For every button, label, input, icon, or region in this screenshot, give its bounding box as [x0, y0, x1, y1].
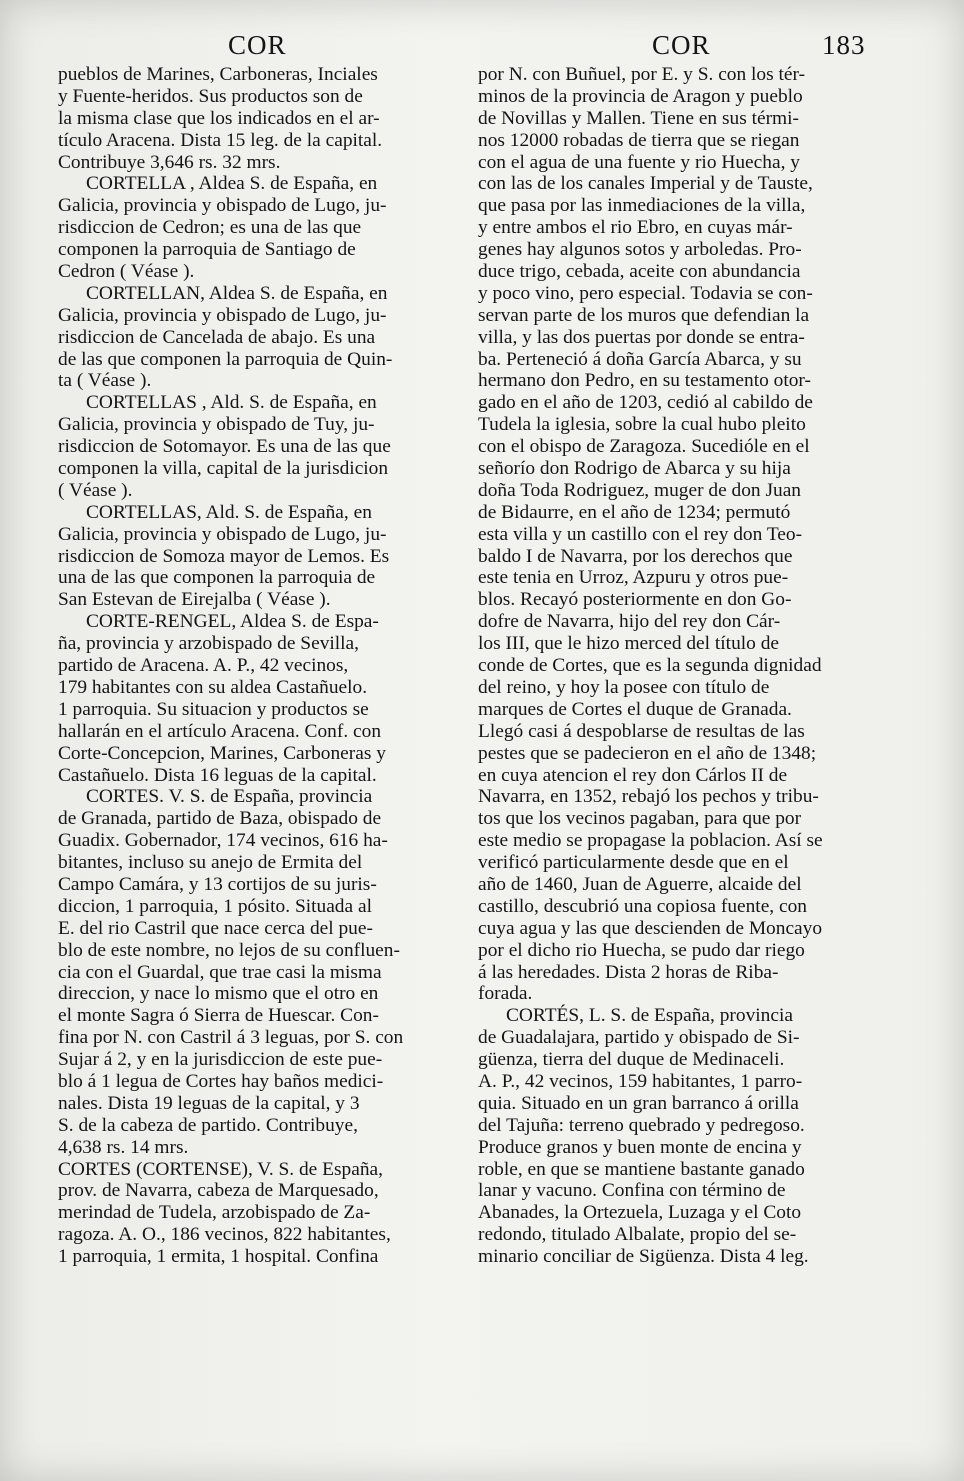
entry-heading-line: CORTELLAS , Ald. S. de España, en [86, 392, 377, 414]
text-line: direccion, y nace lo mismo que el otro en [58, 983, 379, 1005]
page-number: 183 [822, 30, 866, 60]
text-line: 1 parroquia. Su situacion y productos se [58, 698, 369, 720]
text-line: diccion, 1 parroquia, 1 pósito. Situada al [58, 895, 372, 917]
text-line: merindad de Tudela, arzobispado de Za- [58, 1202, 371, 1224]
text-line: Galicia, provincia y obispado de Lugo, ju- [58, 304, 387, 326]
text-line: CORTES (CORTENSE), V. S. de España, [58, 1158, 383, 1180]
text-line: pueblos de Marines, Carboneras, Inciales [58, 64, 378, 85]
text-line: quia. Situado en un gran barranco á orilla [478, 1092, 799, 1114]
text-line: ragoza. A. O., 186 vecinos, 822 habitantes, [58, 1224, 391, 1246]
text-line: una de las que componen la parroquia de [58, 567, 376, 589]
text-line: Corte-Concepcion, Marines, Carboneras y [58, 742, 386, 764]
text-line: de Novillas y Mallen. Tiene en sus térmi- [478, 107, 799, 129]
text-line: verificó particularmente desde que en el [478, 852, 789, 874]
text-line: nos 12000 robadas de tierra que se riegan [478, 129, 800, 151]
text-line: blos. Recayó posteriormente en don Go- [478, 589, 792, 611]
text-line: Navarra, en 1352, rebajó los pechos y tribu- [478, 786, 819, 808]
text-line: y entre ambos el rio Ebro, en cuyas már- [478, 217, 793, 239]
text-line: del reino, y hoy la posee con título de [478, 676, 770, 698]
text-line: en cuya atencion el rey don Cárlos II de [478, 764, 788, 786]
text-line: con el agua de una fuente y rio Huecha, y [478, 151, 800, 173]
header-left-title: COR [228, 30, 287, 60]
text-line: el monte Sagra ó Sierra de Huescar. Con- [58, 1005, 379, 1027]
running-header [0, 30, 964, 64]
text-line: villa, y las dos puertas por donde se entra- [478, 326, 805, 348]
text-line: cia con el Guardal, que trae casi la misma [58, 961, 382, 983]
text-line: risdiccion de Sotomayor. Es una de las que [58, 436, 391, 458]
text-line: A. P., 42 vecinos, 159 habitantes, 1 parro- [478, 1070, 803, 1092]
text-line: güenza, tierra del duque de Medinaceli. [478, 1049, 785, 1071]
text-line: hermano don Pedro, en su testamento otor- [478, 370, 811, 392]
text-line: prov. de Navarra, cabeza de Marquesado, [58, 1180, 379, 1202]
text-line: genes hay algunos sotos y arboledas. Pro- [478, 239, 802, 261]
text-line: Sujar á 2, y en la jurisdiccion de este pue- [58, 1049, 383, 1071]
text-line: partido de Aracena. A. P., 42 vecinos, [58, 655, 349, 677]
text-line: hallarán en el artículo Aracena. Conf. con [58, 720, 382, 742]
text-line: Contribuye 3,646 rs. 32 mrs. [58, 151, 281, 173]
text-line: minos de la provincia de Aragon y pueblo [478, 85, 803, 107]
text-line: San Estevan de Eirejalba ( Véase ). [58, 589, 331, 611]
text-line: risdiccion de Somoza mayor de Lemos. Es [58, 545, 390, 567]
text-line: este tenia en Urroz, Azpuru y otros pue- [478, 567, 789, 589]
text-line: S. de la cabeza de partido. Contribuye, [58, 1114, 358, 1136]
text-line: Abanades, la Ortezuela, Luzaga y el Coto [478, 1202, 802, 1224]
text-line: forada. [478, 983, 533, 1005]
text-line: este medio se propagase la poblacion. Así se [478, 830, 823, 852]
text-line: Guadix. Gobernador, 174 vecinos, 616 ha- [58, 830, 388, 852]
text-line: lanar y vacuno. Confina con término de [478, 1180, 786, 1202]
text-line: con el obispo de Zaragoza. Sucedióle en el [478, 436, 810, 458]
text-line: que pasa por las inmediaciones de la villa, [478, 195, 806, 217]
text-line: 1 parroquia, 1 ermita, 1 hospital. Confina [58, 1246, 379, 1268]
text-line: Campo Camára, y 13 cortijos de su juris- [58, 873, 377, 895]
text-line: señorío don Rodrigo de Abarca y su hija [478, 458, 791, 480]
text-line: ña, provincia y arzobispado de Sevilla, [58, 633, 359, 655]
text-line: nales. Dista 19 leguas de la capital, y 3 [58, 1092, 360, 1114]
entry-heading-line: CORTELLA , Aldea S. de España, en [86, 173, 378, 195]
entry-heading-line: CORTELLAN, Aldea S. de España, en [86, 282, 388, 304]
text-line: servan parte de los muros que defendian la [478, 304, 810, 326]
text-line: conde de Cortes, que es la segunda dignidad [478, 655, 822, 677]
header-right-title: COR [652, 30, 711, 60]
text-line: gado en el año de 1203, cedió al cabildo de [478, 392, 813, 414]
text-line: cuya agua y las que descienden de Moncayo [478, 917, 823, 939]
entry-heading-line: CORTE-RENGEL, Aldea S. de Espa- [86, 611, 379, 633]
text-line: Galicia, provincia y obispado de Tuy, ju- [58, 414, 375, 436]
entry-heading-line: CORTES. V. S. de España, provincia [86, 786, 373, 808]
text-line: componen la villa, capital de la jurisdicion [58, 458, 389, 480]
text-line: risdiccion de Cancelada de abajo. Es una [58, 326, 376, 348]
text-line: año de 1460, Juan de Aguerre, alcaide del [478, 873, 802, 895]
text-line: ta ( Véase ). [58, 370, 152, 392]
text-line: dofre de Navarra, hijo del rey don Cár- [478, 611, 781, 633]
text-line: pestes que se padecieron en el año de 1348; [478, 742, 817, 764]
text-line: componen la parroquia de Santiago de [58, 239, 356, 261]
text-line: por el dicho rio Huecha, se pudo dar riego [478, 939, 805, 961]
text-line: duce trigo, cebada, aceite con abundancia [478, 261, 801, 283]
text-line: esta villa y un castillo con el rey don Teo- [478, 523, 803, 545]
text-line: los III, que le hizo merced del título de [478, 633, 779, 655]
entry-heading-line: CORTELLAS, Ald. S. de España, en [86, 501, 372, 523]
text-line: redondo, titulado Albalate, propio del se- [478, 1224, 797, 1246]
text-line: del Tajuña: terreno quebrado y pedregoso. [478, 1114, 805, 1136]
text-line: 179 habitantes con su aldea Castañuelo. [58, 676, 368, 698]
text-line: de Guadalajara, partido y obispado de Si- [478, 1027, 800, 1049]
text-line: doña Toda Rodriguez, muger de don Juan [478, 479, 802, 501]
text-line: risdiccion de Cedron; es una de las que [58, 217, 362, 239]
text-line: Galicia, provincia y obispado de Lugo, ju- [58, 195, 387, 217]
text-line: Produce granos y buen monte de encina y [478, 1136, 802, 1158]
text-line: Galicia, provincia y obispado de Lugo, ju- [58, 523, 387, 545]
text-line: blo á 1 legua de Cortes hay baños medici- [58, 1070, 384, 1092]
text-line: con las de los canales Imperial y de Tauste, [478, 173, 813, 195]
text-line: minario conciliar de Sigüenza. Dista 4 leg. [478, 1246, 809, 1268]
text-line: bitantes, incluso su anejo de Ermita del [58, 852, 363, 874]
text-line: baldo I de Navarra, por los derechos que [478, 545, 793, 567]
text-line: fina por N. con Castril á 3 leguas, por S. con [58, 1027, 404, 1049]
text-line: de las que componen la parroquia de Quin- [58, 348, 393, 370]
text-line: 4,638 rs. 14 mrs. [58, 1136, 189, 1158]
text-line: y poco vino, pero especial. Todavia se con- [478, 282, 813, 304]
text-line: Llegó casi á despoblarse de resultas de las [478, 720, 805, 742]
entry-heading-line: CORTÉS, L. S. de España, provincia [506, 1005, 793, 1027]
text-line: de Granada, partido de Baza, obispado de [58, 808, 382, 830]
text-line: blo de este nombre, no lejos de su confluen- [58, 939, 400, 961]
text-line: E. del rio Castril que nace cerca del pue- [58, 917, 373, 939]
text-line: tículo Aracena. Dista 15 leg. de la capital. [58, 129, 383, 151]
text-line: á las heredades. Dista 2 horas de Riba- [478, 961, 779, 983]
text-line: de Bidaurre, en el año de 1234; permutó [478, 501, 791, 523]
text-line: castillo, descubrió una copiosa fuente, con [478, 895, 807, 917]
text-line: roble, en que se mantiene bastante ganado [478, 1158, 805, 1180]
text-line: por N. con Buñuel, por E. y S. con los tér- [478, 64, 806, 85]
text-line: Cedron ( Véase ). [58, 261, 195, 283]
text-line: ba. Perteneció á doña García Abarca, y su [478, 348, 802, 370]
text-line: y Fuente-heridos. Sus productos son de [58, 85, 363, 107]
left-column [58, 64, 454, 1268]
text-line: Tudela la iglesia, sobre la cual hubo pleito [478, 414, 806, 436]
text-line: tos que los vecinos pagaban, para que por [478, 808, 802, 830]
right-column [478, 64, 878, 1268]
text-line: Castañuelo. Dista 16 leguas de la capital. [58, 764, 377, 786]
text-line: ( Véase ). [58, 479, 133, 501]
text-line: marques de Cortes el duque de Granada. [478, 698, 792, 720]
text-line: la misma clase que los indicados en el ar- [58, 107, 380, 129]
